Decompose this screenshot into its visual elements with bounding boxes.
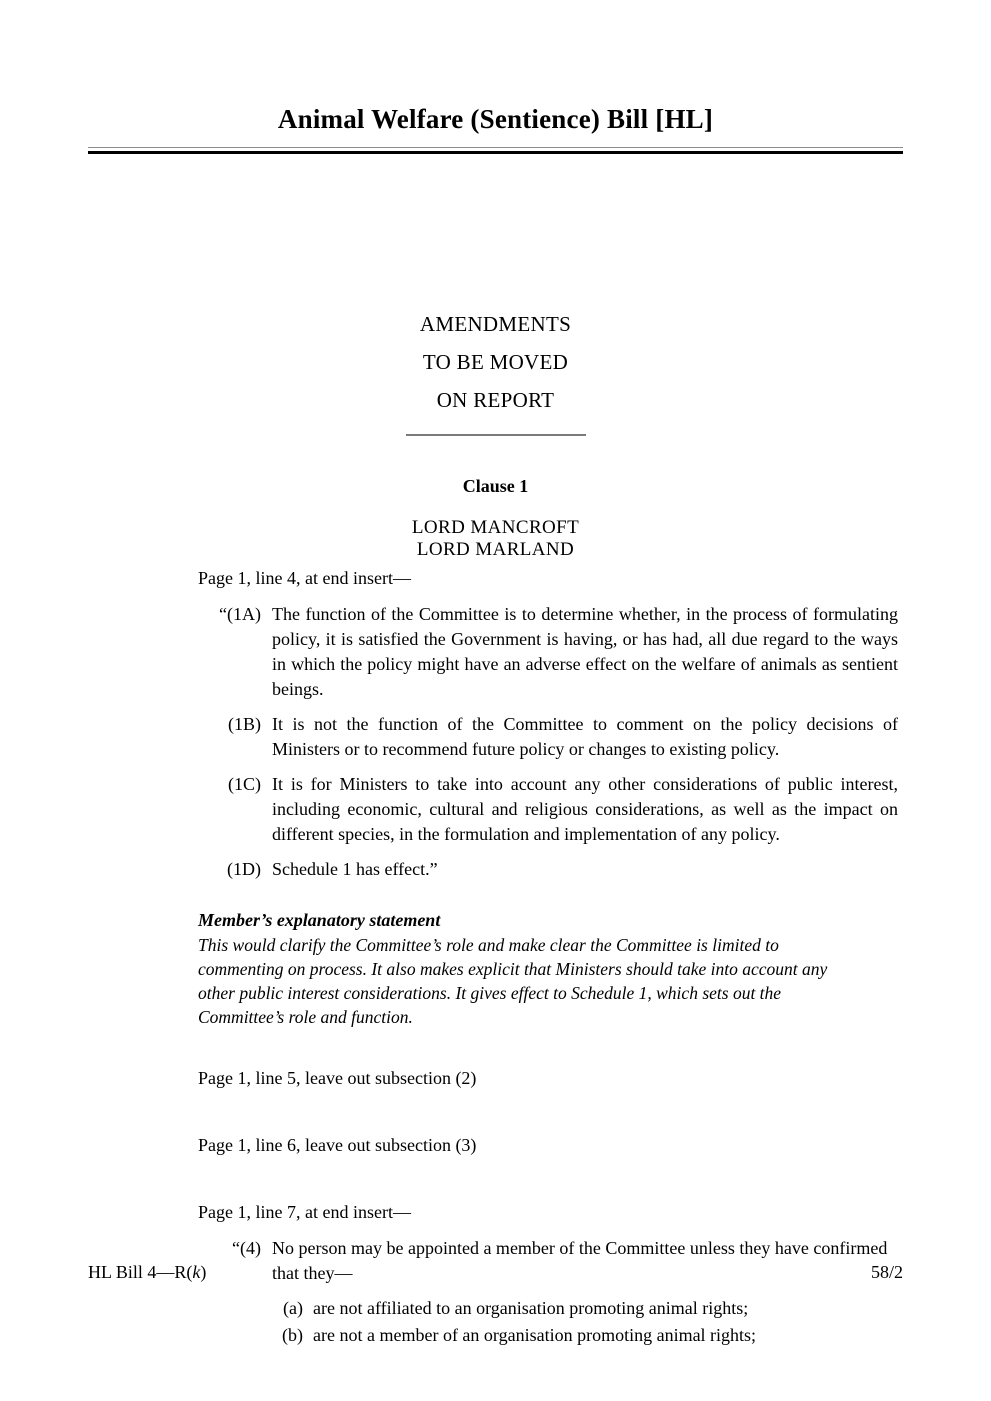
amendment-lead-line: Page 1, line 7, at end insert— — [198, 1202, 411, 1222]
lettered-item-text: are not a member of an organisation promoting animal rights; — [313, 1325, 757, 1345]
bill-reference-prefix: HL Bill 4—R( — [88, 1262, 193, 1282]
lettered-item-marker: (b) — [282, 1325, 303, 1345]
subsection-marker: “(4) — [232, 1238, 261, 1258]
amendment-lead-line: Page 1, line 5, leave out subsection (2) — [198, 1068, 477, 1088]
block-spacer — [198, 1102, 898, 1133]
subsection-text: It is not the function of the Committee to comment on the policy decisions of Ministers or to recommend future policy or changes to existing policy. — [272, 714, 898, 759]
amendment-lead-line: Page 1, line 6, leave out subsection (3) — [198, 1135, 477, 1155]
subsection-text: No person may be appointed a member of the Committee unless they have confirmed that they— — [272, 1238, 888, 1283]
subsection-marker: “(1A) — [219, 604, 261, 624]
lettered-item-row — [198, 1323, 898, 1348]
section-divider-rule — [406, 434, 586, 436]
subsection-row — [198, 857, 898, 882]
subsection-row — [198, 712, 898, 762]
amendment-block — [198, 1066, 898, 1091]
title-double-rule — [88, 147, 903, 154]
subsection-row — [198, 772, 898, 847]
subsection-marker: (1D) — [227, 859, 261, 879]
subsection-marker: (1C) — [228, 774, 261, 794]
amendments-body — [198, 566, 898, 1350]
subsection-text: The function of the Committee is to determine whether, in the process of formulating policy, it is satisfied the Government is having, or has had, all due regard to the ways in which the policy might have an adverse effect on the welfare of animals as sentient beings. — [272, 604, 898, 699]
subsection-row — [198, 602, 898, 702]
sponsor-list — [0, 517, 991, 561]
sponsor-name: LORD MARLAND — [416, 539, 575, 560]
bill-reference-letter: k — [192, 1262, 201, 1282]
sponsor-name: LORD MANCROFT — [411, 517, 580, 538]
subsection-text: Schedule 1 has effect.” — [272, 859, 438, 879]
title-rule-thick — [88, 151, 903, 154]
lettered-item-text: are not affiliated to an organisation promoting animal rights; — [313, 1298, 749, 1318]
amendments-heading — [0, 305, 991, 419]
page-footer — [88, 1262, 903, 1283]
bill-reference — [88, 1262, 206, 1283]
block-spacer — [198, 1169, 898, 1200]
heading-line-3: ON REPORT — [436, 388, 555, 412]
explanatory-statement-heading: Member’s explanatory statement — [198, 910, 441, 930]
amendment-lead-line: Page 1, line 4, at end insert— — [198, 568, 411, 588]
subsection-marker: (1B) — [228, 714, 261, 734]
explanatory-statement — [198, 908, 898, 1029]
amendment-block — [198, 1133, 898, 1158]
page-reference: 58/2 — [870, 1262, 903, 1282]
subsection-text: It is for Ministers to take into account any other considerations of public interest, including economic, cultural and religious considerations, as well as the impact on different species, in the formulation and implementation of any policy. — [272, 774, 898, 844]
lettered-item-marker: (a) — [283, 1298, 303, 1318]
clause-heading: Clause 1 — [462, 476, 529, 496]
lettered-item-row — [198, 1296, 898, 1321]
explanatory-statement-text: This would clarify the Committee’s role and make clear the Committee is limited to commenting on process. It also makes explicit that Ministers should take into account any other public interest considerations. It gives effect to Schedule 1, which sets out the Committee’s role and function. — [198, 935, 828, 1027]
bill-reference-suffix: ) — [200, 1262, 207, 1282]
heading-line-2: TO BE MOVED — [422, 350, 569, 374]
amendment-block — [198, 566, 898, 1029]
heading-line-1: AMENDMENTS — [419, 312, 572, 336]
block-spacer — [198, 1029, 898, 1066]
page-title: Animal Welfare (Sentience) Bill [HL] — [277, 104, 714, 134]
